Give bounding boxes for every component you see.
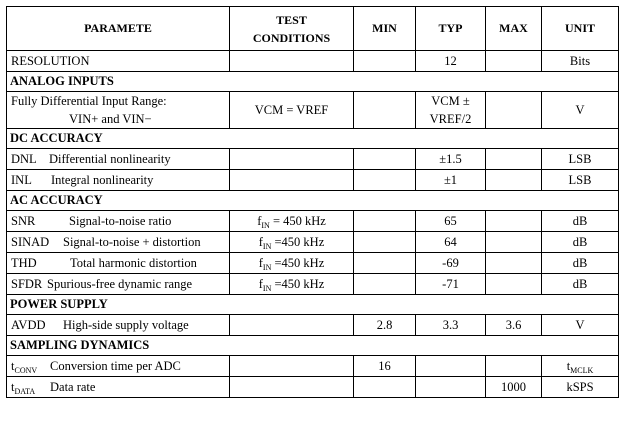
input-range-condition: VCM = VREF (230, 92, 354, 129)
avdd-desc: High-side supply voltage (63, 317, 189, 332)
thd-condition (230, 253, 354, 274)
sinad-label (7, 232, 230, 253)
tconv-min: 16 (354, 356, 416, 377)
avdd-label (7, 315, 230, 336)
table-row-tconv (7, 356, 619, 377)
inl-desc: Integral nonlinearity (51, 172, 154, 187)
input-range-label-line1: Fully Differential Input Range: (11, 94, 167, 108)
header-test-conditions (230, 7, 354, 51)
table-row-resolution (7, 51, 619, 72)
input-range-typ-line2: VREF/2 (429, 112, 472, 126)
sfdr-cond-rest: =450 kHz (271, 276, 325, 291)
header-unit: UNIT (542, 7, 619, 51)
thd-symbol: THD (11, 255, 37, 270)
tdata-label (7, 377, 230, 398)
inl-unit: LSB (542, 170, 619, 191)
thd-cond-sub: IN (262, 262, 272, 272)
resolution-label: RESOLUTION (7, 51, 230, 72)
thd-typ: -69 (416, 253, 486, 274)
section-title-analog-inputs: ANALOG INPUTS (7, 72, 619, 92)
input-range-typ (416, 92, 486, 129)
tconv-sym-sub: CONV (14, 365, 38, 375)
snr-label (7, 211, 230, 232)
snr-typ: 65 (416, 211, 486, 232)
sfdr-symbol: SFDR (11, 276, 43, 291)
avdd-min: 2.8 (354, 315, 416, 336)
sfdr-cond-f: f (258, 276, 263, 291)
avdd-typ: 3.3 (416, 315, 486, 336)
inl-label (7, 170, 230, 191)
tconv-unit-sub: MCLK (570, 365, 594, 375)
tdata-sym-t: t (11, 379, 15, 394)
tdata-unit: kSPS (542, 377, 619, 398)
snr-cond-sub: IN (261, 220, 270, 230)
input-range-unit: V (542, 92, 619, 129)
header-max: MAX (486, 7, 542, 51)
thd-desc: Total harmonic distortion (70, 255, 197, 270)
thd-unit: dB (542, 253, 619, 274)
section-title-ac-accuracy: AC ACCURACY (7, 191, 619, 211)
sinad-unit: dB (542, 232, 619, 253)
section-analog-inputs (7, 72, 619, 92)
dnl-desc: Differential nonlinearity (49, 151, 171, 166)
section-dc-accuracy (7, 129, 619, 149)
table-row-input-range (7, 92, 619, 129)
header-row (7, 7, 619, 51)
inl-symbol: INL (11, 172, 32, 187)
sfdr-desc: Spurious-free dynamic range (47, 276, 193, 291)
tconv-desc: Conversion time per ADC (50, 358, 181, 373)
sinad-symbol: SINAD (11, 234, 50, 249)
sfdr-condition (230, 274, 354, 295)
input-range-label (7, 92, 230, 129)
section-ac-accuracy (7, 191, 619, 211)
tconv-unit (542, 356, 619, 377)
table-row-inl (7, 170, 619, 191)
snr-cond-f: f (257, 213, 262, 228)
sfdr-typ: -71 (416, 274, 486, 295)
sinad-cond-rest: =450 kHz (271, 234, 325, 249)
avdd-unit: V (542, 315, 619, 336)
section-title-power-supply: POWER SUPPLY (7, 295, 619, 315)
specifications-table (6, 6, 619, 398)
table-row-sfdr (7, 274, 619, 295)
sinad-cond-f: f (258, 234, 263, 249)
header-parameter: PARAMETE (7, 7, 230, 51)
tdata-symbol (11, 380, 50, 395)
tconv-sym-t: t (11, 358, 15, 373)
sinad-desc: Signal-to-noise + distortion (63, 234, 201, 249)
thd-cond-f: f (258, 255, 263, 270)
snr-cond-rest: = 450 kHz (269, 213, 326, 228)
snr-desc: Signal-to-noise ratio (69, 213, 172, 228)
sinad-condition (230, 232, 354, 253)
section-title-sampling-dynamics: SAMPLING DYNAMICS (7, 336, 619, 356)
header-typ: TYP (416, 7, 486, 51)
sfdr-label (7, 274, 230, 295)
section-power-supply (7, 295, 619, 315)
resolution-unit: Bits (542, 51, 619, 72)
dnl-symbol: DNL (11, 151, 37, 166)
tdata-desc: Data rate (50, 379, 96, 394)
tconv-unit-t: t (566, 358, 571, 373)
tconv-symbol (11, 359, 50, 374)
section-title-dc-accuracy: DC ACCURACY (7, 129, 619, 149)
header-test-conditions-line1: TEST (276, 12, 307, 27)
header-min: MIN (354, 7, 416, 51)
dnl-unit: LSB (542, 149, 619, 170)
input-range-label-line2: VIN+ and VIN− (69, 112, 152, 126)
table-row-thd (7, 253, 619, 274)
inl-typ: ±1 (416, 170, 486, 191)
table-row-tdata (7, 377, 619, 398)
snr-symbol: SNR (11, 213, 36, 228)
input-range-typ-line1: VCM ± (431, 94, 470, 108)
avdd-max: 3.6 (486, 315, 542, 336)
snr-condition (230, 211, 354, 232)
dnl-typ: ±1.5 (416, 149, 486, 170)
tdata-max: 1000 (486, 377, 542, 398)
snr-unit: dB (542, 211, 619, 232)
section-sampling-dynamics (7, 336, 619, 356)
thd-cond-rest: =450 kHz (271, 255, 325, 270)
sfdr-unit: dB (542, 274, 619, 295)
thd-label (7, 253, 230, 274)
table-row-sinad (7, 232, 619, 253)
resolution-typ: 12 (416, 51, 486, 72)
tdata-sym-sub: DATA (14, 386, 36, 396)
sfdr-cond-sub: IN (262, 283, 272, 293)
table-row-avdd (7, 315, 619, 336)
avdd-symbol: AVDD (11, 317, 46, 332)
header-test-conditions-line2: CONDITIONS (252, 30, 331, 45)
table-row-snr (7, 211, 619, 232)
sinad-typ: 64 (416, 232, 486, 253)
tconv-label (7, 356, 230, 377)
sinad-cond-sub: IN (262, 241, 272, 251)
table-row-dnl (7, 149, 619, 170)
dnl-label (7, 149, 230, 170)
